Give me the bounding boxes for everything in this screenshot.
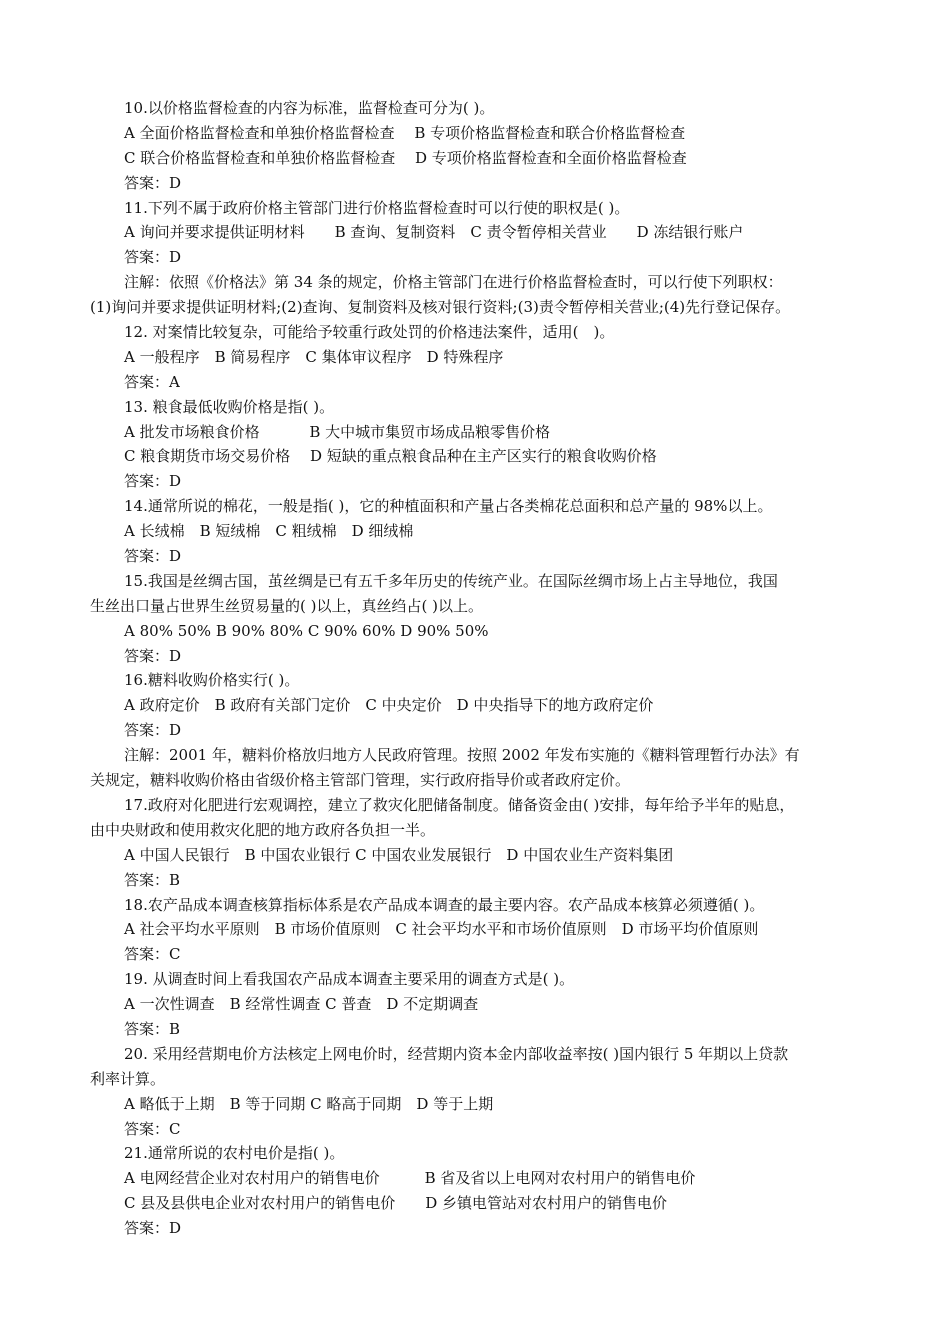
text-line: 答案：D — [124, 472, 182, 491]
text-line: 13. 粮食最低收购价格是指( )。 — [124, 397, 335, 416]
text-line: 15.我国是丝绸古国，茧丝绸是已有五千多年历史的传统产业。在国际丝绸市场上占主导地位，我国 — [124, 571, 778, 590]
text-line: 答案：D — [124, 173, 182, 192]
text-line: 答案：C — [124, 945, 181, 964]
text-line: A 中国人民银行 B 中国农业银行 C 中国农业发展银行 D 中国农业生产资料集团 — [124, 845, 674, 864]
text-line: 答案：D — [124, 721, 182, 740]
text-line: 10.以价格监督检查的内容为标准，监督检查可分为( )。 — [124, 99, 495, 117]
text-line: 16.糖料收购价格实行( )。 — [124, 671, 300, 690]
text-line: A 长绒棉 B 短绒棉 C 粗绒棉 D 细绒棉 — [124, 522, 414, 541]
text-line: 答案：D — [124, 646, 182, 665]
text-line: C 粮食期货市场交易价格 D 短缺的重点粮食品种在主产区实行的粮食收购价格 — [124, 447, 657, 466]
text-line: 答案：D — [124, 1219, 182, 1238]
text-line: 答案：A — [124, 372, 180, 391]
text-line: 19. 从调查时间上看我国农产品成本调查主要采用的调查方式是( )。 — [124, 970, 575, 989]
text-line: 注解：依照《价格法》第 34 条的规定，价格主管部门在进行价格监督检查时，可以行使下列职权： — [124, 273, 783, 292]
text-line: 生丝出口量占世界生丝贸易量的( )以上，真丝绉占( )以上。 — [90, 596, 483, 615]
text-line: A 80% 50% B 90% 80% C 90% 60% D 90% 50% — [124, 621, 489, 640]
text-line: A 一般程序 B 简易程序 C 集体审议程序 D 特殊程序 — [124, 347, 504, 366]
text-line: 17.政府对化肥进行宏观调控，建立了救灾化肥储备制度。储备资金由( )安排，每年给予半年的贴息， — [124, 795, 795, 814]
text-line: 14.通常所说的棉花，一般是指( )，它的种植面积和产量占各类棉花总面积和总产量的 98%以上。 — [124, 497, 773, 516]
text-line: A 询问并要求提供证明材料 B 查询、复制资料 C 责令暂停相关营业 D 冻结银行账户 — [124, 223, 744, 242]
text-line: 答案：B — [124, 870, 181, 889]
text-line: 答案：C — [124, 1119, 181, 1138]
text-line: A 社会平均水平原则 B 市场价值原则 C 社会平均水平和市场价值原则 D 市场平均价值原则 — [124, 920, 759, 939]
text-line: A 批发市场粮食价格 B 大中城市集贸市场成品粮零售价格 — [124, 422, 551, 441]
text-line: 由中央财政和使用救灾化肥的地方政府各负担一半。 — [90, 820, 436, 839]
text-line: 答案：D — [124, 547, 182, 566]
text-line: (1)询问并要求提供证明材料;(2)查询、复制资料及核对银行资料;(3)责令暂停相关营业;(4)先行登记保存。 — [90, 298, 791, 317]
text-line: A 一次性调查 B 经常性调查 C 普查 D 不定期调查 — [124, 995, 479, 1014]
text-line: 注解：2001 年，糖料价格放归地方人民政府管理。按照 2002 年发布实施的《糖料管理暂行办法》有 — [124, 746, 800, 765]
text-line: A 全面价格监督检查和单独价格监督检查 B 专项价格监督检查和联合价格监督检查 — [124, 123, 686, 142]
text-line: 11.下列不属于政府价格主管部门进行价格监督检查时可以行使的职权是( )。 — [124, 198, 630, 217]
text-line: 答案：D — [124, 248, 182, 267]
text-line: C 县及县供电企业对农村用户的销售电价 D 乡镇电管站对农村用户的销售电价 — [124, 1194, 668, 1213]
text-line: 21.通常所说的农村电价是指( )。 — [124, 1144, 345, 1163]
text-line: 20. 采用经营期电价方法核定上网电价时，经营期内资本金内部收益率按( )国内银行 5 年期以上贷款 — [124, 1044, 789, 1063]
text-line: A 略低于上期 B 等于同期 C 略高于同期 D 等于上期 — [124, 1094, 494, 1113]
text-line: 12. 对案情比较复杂，可能给予较重行政处罚的价格违法案件，适用( )。 — [124, 323, 615, 342]
text-line: A 电网经营企业对农村用户的销售电价 B 省及省以上电网对农村用户的销售电价 — [124, 1169, 696, 1188]
text-line: C 联合价格监督检查和单独价格监督检查 D 专项价格监督检查和全面价格监督检查 — [124, 148, 687, 167]
text-line: A 政府定价 B 政府有关部门定价 C 中央定价 D 中央指导下的地方政府定价 — [124, 696, 654, 715]
text-line: 18.农产品成本调查核算指标体系是农产品成本调查的最主要内容。农产品成本核算必须遵循( )。 — [124, 895, 765, 914]
text-line: 利率计算。 — [90, 1069, 166, 1088]
text-line: 答案：B — [124, 1019, 181, 1038]
text-line: 关规定，糖料收购价格由省级价格主管部门管理，实行政府指导价或者政府定价。 — [90, 771, 631, 790]
